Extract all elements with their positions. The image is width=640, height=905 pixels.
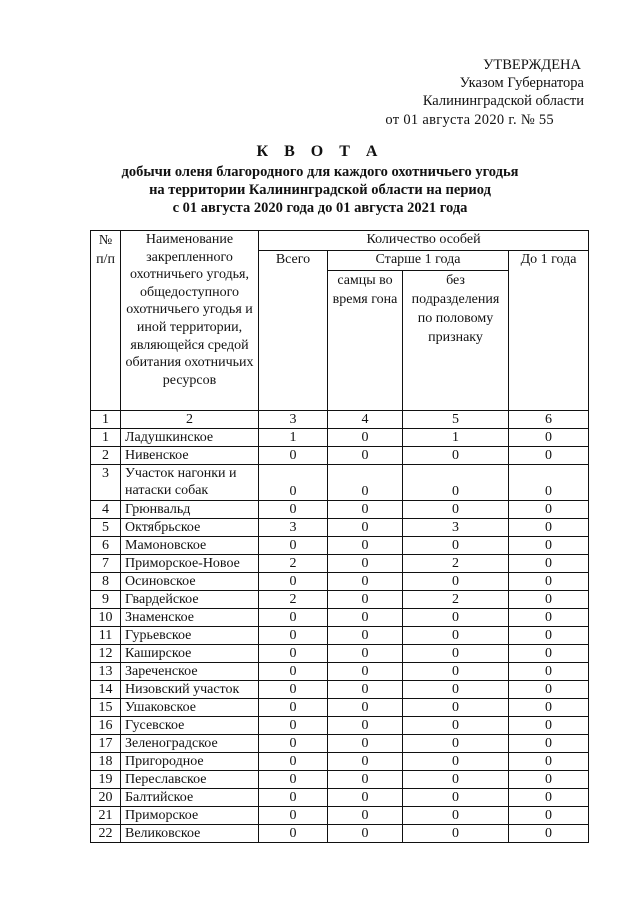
hunting-ground-name: Мамоновское [121, 537, 259, 555]
no-sex-division-count: 0 [403, 447, 509, 465]
total-count: 0 [259, 735, 328, 753]
table-row [91, 627, 589, 645]
hunting-ground-name: Великовское [121, 825, 259, 843]
total-count: 3 [259, 519, 328, 537]
row-number: 14 [91, 681, 121, 699]
document-title [0, 142, 640, 217]
total-count: 0 [259, 501, 328, 519]
under-one-year-count: 0 [509, 717, 589, 735]
approval-region: Калининградской области [422, 93, 584, 109]
males-count: 0 [328, 681, 403, 699]
under-one-year-count: 0 [509, 789, 589, 807]
total-count: 0 [259, 771, 328, 789]
row-number: 2 [91, 447, 121, 465]
row-number: 18 [91, 753, 121, 771]
under-one-year-count: 0 [509, 537, 589, 555]
total-count: 0 [259, 609, 328, 627]
males-count: 0 [328, 663, 403, 681]
header-no-sex-division: без подразделения по половому признаку [403, 271, 509, 411]
total-count: 0 [259, 699, 328, 717]
table-row [91, 537, 589, 555]
hunting-ground-name: Балтийское [121, 789, 259, 807]
table-row [91, 771, 589, 789]
no-sex-division-count: 0 [403, 771, 509, 789]
males-count: 0 [328, 825, 403, 843]
hunting-ground-name: Знаменское [121, 609, 259, 627]
under-one-year-count: 0 [509, 645, 589, 663]
under-one-year-count: 0 [509, 609, 589, 627]
table-row [91, 789, 589, 807]
males-count: 0 [328, 573, 403, 591]
column-number: 2 [121, 411, 259, 429]
total-count: 0 [259, 825, 328, 843]
under-one-year-count: 0 [509, 681, 589, 699]
males-count: 0 [328, 465, 403, 501]
table-row [91, 753, 589, 771]
table-row [91, 447, 589, 465]
under-one-year-count: 0 [509, 573, 589, 591]
males-count: 0 [328, 519, 403, 537]
males-count: 0 [328, 699, 403, 717]
header-older: Старше 1 года [328, 251, 509, 271]
hunting-ground-name: Гурьевское [121, 627, 259, 645]
row-number: 5 [91, 519, 121, 537]
under-one-year-count: 0 [509, 447, 589, 465]
total-count: 0 [259, 663, 328, 681]
males-count: 0 [328, 555, 403, 573]
total-count: 1 [259, 429, 328, 447]
males-count: 0 [328, 537, 403, 555]
males-count: 0 [328, 627, 403, 645]
no-sex-division-count: 0 [403, 753, 509, 771]
males-count: 0 [328, 645, 403, 663]
hunting-ground-name: Грюнвальд [121, 501, 259, 519]
under-one-year-count: 0 [509, 735, 589, 753]
header-males-rut: самцы во время гона [328, 271, 403, 411]
total-count: 0 [259, 465, 328, 501]
table-row [91, 825, 589, 843]
males-count: 0 [328, 771, 403, 789]
no-sex-division-count: 0 [403, 825, 509, 843]
hunting-ground-name: Пригородное [121, 753, 259, 771]
total-count: 0 [259, 717, 328, 735]
table-row [91, 609, 589, 627]
hunting-ground-name: Каширское [121, 645, 259, 663]
column-number: 6 [509, 411, 589, 429]
under-one-year-count: 0 [509, 501, 589, 519]
total-count: 0 [259, 447, 328, 465]
approval-decree: Указом Губернатора [459, 75, 584, 91]
under-one-year-count: 0 [509, 825, 589, 843]
males-count: 0 [328, 447, 403, 465]
under-one-year-count: 0 [509, 627, 589, 645]
total-count: 0 [259, 789, 328, 807]
hunting-ground-name: Приморское-Новое [121, 555, 259, 573]
row-number: 20 [91, 789, 121, 807]
table-row [91, 519, 589, 537]
males-count: 0 [328, 591, 403, 609]
table-row [91, 573, 589, 591]
table-row [91, 699, 589, 717]
total-count: 2 [259, 555, 328, 573]
under-one-year-count: 0 [509, 771, 589, 789]
total-count: 0 [259, 537, 328, 555]
hunting-ground-name: Октябрьское [121, 519, 259, 537]
table-row [91, 681, 589, 699]
row-number: 9 [91, 591, 121, 609]
total-count: 0 [259, 645, 328, 663]
under-one-year-count: 0 [509, 663, 589, 681]
title-heading: К В О Т А [256, 143, 384, 160]
total-count: 0 [259, 807, 328, 825]
hunting-ground-name: Участок нагонки и натаски собак [121, 465, 259, 501]
under-one-year-count: 0 [509, 519, 589, 537]
table-row [91, 663, 589, 681]
table-row [91, 717, 589, 735]
under-one-year-count: 0 [509, 555, 589, 573]
row-number: 7 [91, 555, 121, 573]
males-count: 0 [328, 807, 403, 825]
quota-rows [91, 429, 589, 843]
hunting-ground-name: Гусевское [121, 717, 259, 735]
no-sex-division-count: 0 [403, 717, 509, 735]
row-number: 11 [91, 627, 121, 645]
header-under-one-year: До 1 года [509, 251, 589, 411]
hunting-ground-name: Низовский участок [121, 681, 259, 699]
no-sex-division-count: 1 [403, 429, 509, 447]
no-sex-division-count: 0 [403, 645, 509, 663]
header-number: № п/п [91, 231, 121, 411]
hunting-ground-name: Переславское [121, 771, 259, 789]
no-sex-division-count: 0 [403, 789, 509, 807]
males-count: 0 [328, 717, 403, 735]
hunting-ground-name: Ладушкинское [121, 429, 259, 447]
hunting-ground-name: Осиновское [121, 573, 259, 591]
no-sex-division-count: 0 [403, 609, 509, 627]
table-row [91, 645, 589, 663]
row-number: 6 [91, 537, 121, 555]
header-name: Наименование закрепленного охотничьего угодья, общедоступного охотничьего угодья и иной территории, являющейся средой обитания охотничьих ресурсов [121, 231, 259, 411]
total-count: 0 [259, 573, 328, 591]
table-row [91, 501, 589, 519]
approval-date-number: от 01 августа 2020 г. № 55 [385, 112, 554, 128]
total-count: 0 [259, 681, 328, 699]
no-sex-division-count: 0 [403, 501, 509, 519]
under-one-year-count: 0 [509, 699, 589, 717]
row-number: 22 [91, 825, 121, 843]
quota-table [90, 230, 589, 843]
title-line-1: добычи оленя благородного для каждого охотничьего угодья [121, 164, 519, 180]
column-number: 3 [259, 411, 328, 429]
title-line-3: с 01 августа 2020 года до 01 августа 2021 года [172, 200, 468, 216]
total-count: 2 [259, 591, 328, 609]
males-count: 0 [328, 735, 403, 753]
table-row [91, 735, 589, 753]
row-number: 8 [91, 573, 121, 591]
males-count: 0 [328, 501, 403, 519]
total-count: 0 [259, 753, 328, 771]
column-number: 5 [403, 411, 509, 429]
header-total: Всего [259, 251, 328, 411]
no-sex-division-count: 0 [403, 807, 509, 825]
under-one-year-count: 0 [509, 807, 589, 825]
hunting-ground-name: Ушаковское [121, 699, 259, 717]
column-number: 1 [91, 411, 121, 429]
table-row [91, 465, 589, 501]
hunting-ground-name: Зареченское [121, 663, 259, 681]
row-number: 13 [91, 663, 121, 681]
approval-stamp [385, 56, 584, 129]
under-one-year-count: 0 [509, 753, 589, 771]
no-sex-division-count: 0 [403, 663, 509, 681]
row-number: 10 [91, 609, 121, 627]
no-sex-division-count: 0 [403, 465, 509, 501]
no-sex-division-count: 0 [403, 735, 509, 753]
no-sex-division-count: 0 [403, 699, 509, 717]
no-sex-division-count: 0 [403, 537, 509, 555]
column-numbers-row [91, 411, 589, 429]
row-number: 16 [91, 717, 121, 735]
hunting-ground-name: Зеленоградское [121, 735, 259, 753]
males-count: 0 [328, 753, 403, 771]
under-one-year-count: 0 [509, 591, 589, 609]
no-sex-division-count: 2 [403, 555, 509, 573]
row-number: 1 [91, 429, 121, 447]
row-number: 15 [91, 699, 121, 717]
males-count: 0 [328, 609, 403, 627]
row-number: 3 [91, 465, 121, 501]
total-count: 0 [259, 627, 328, 645]
no-sex-division-count: 0 [403, 573, 509, 591]
column-number: 4 [328, 411, 403, 429]
row-number: 4 [91, 501, 121, 519]
no-sex-division-count: 3 [403, 519, 509, 537]
no-sex-division-count: 2 [403, 591, 509, 609]
approval-title: УТВЕРЖДЕНА [483, 57, 581, 73]
hunting-ground-name: Приморское [121, 807, 259, 825]
under-one-year-count: 0 [509, 429, 589, 447]
males-count: 0 [328, 789, 403, 807]
title-line-2: на территории Калининградской области на период [149, 182, 491, 198]
no-sex-division-count: 0 [403, 627, 509, 645]
table-row [91, 555, 589, 573]
table-row [91, 429, 589, 447]
hunting-ground-name: Гвардейское [121, 591, 259, 609]
males-count: 0 [328, 429, 403, 447]
row-number: 19 [91, 771, 121, 789]
under-one-year-count: 0 [509, 465, 589, 501]
row-number: 17 [91, 735, 121, 753]
header-quantity: Количество особей [259, 231, 589, 251]
hunting-ground-name: Нивенское [121, 447, 259, 465]
table-row [91, 591, 589, 609]
row-number: 12 [91, 645, 121, 663]
row-number: 21 [91, 807, 121, 825]
table-row [91, 807, 589, 825]
no-sex-division-count: 0 [403, 681, 509, 699]
